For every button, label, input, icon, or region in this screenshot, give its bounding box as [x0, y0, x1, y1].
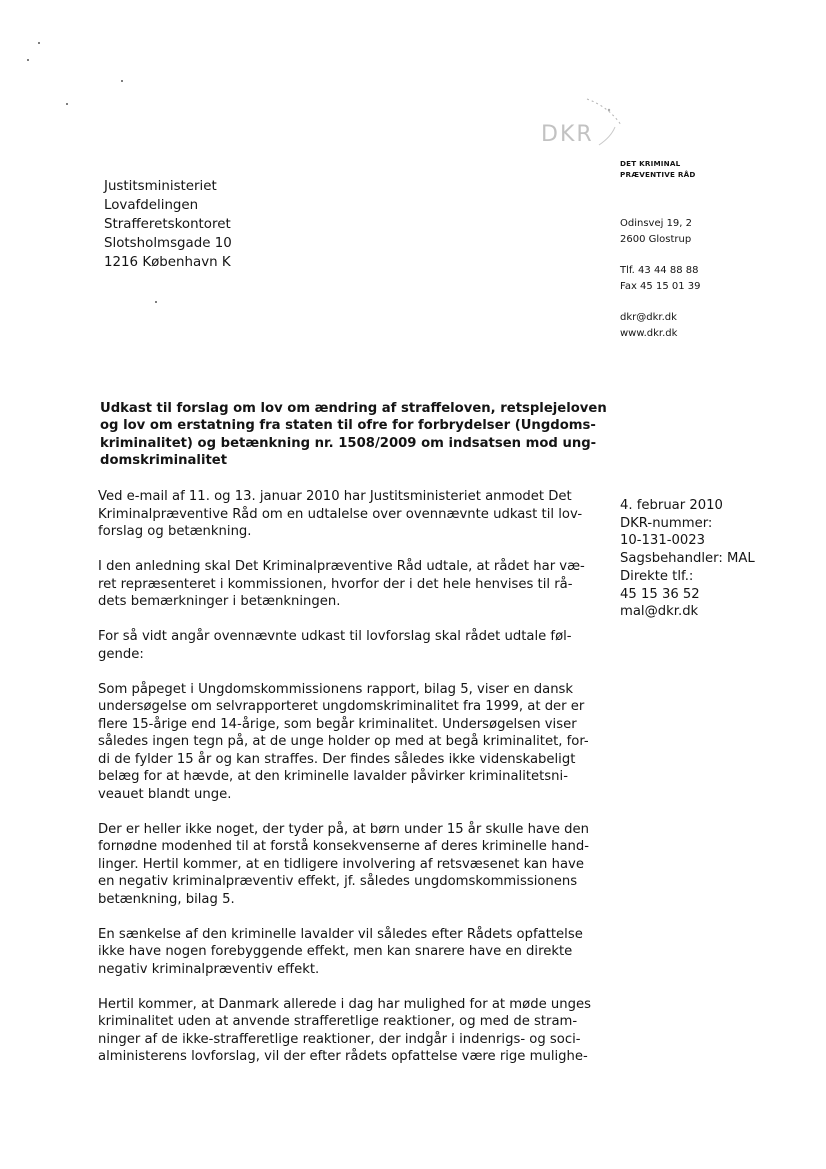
recipient-line: 1216 København K: [104, 255, 231, 270]
body-paragraph: [98, 926, 613, 979]
body-line: Kriminalpræventive Råd om en udtalelse over ovennævnte udkast til lov-: [98, 506, 583, 522]
body-line: Som påpeget i Ungdomskommissionens rapport, bilag 5, viser en dansk: [98, 681, 574, 697]
organization-contact: [620, 310, 677, 342]
organization-name: [620, 158, 696, 180]
body-paragraph: [98, 628, 613, 663]
scan-speck: [27, 59, 29, 61]
scan-speck: [121, 80, 123, 82]
body-line: ninger af de ikke-strafferetlige reaktioner, der indgår i indenrigs- og soci-: [98, 1031, 581, 1047]
address-line: 2600 Glostrup: [620, 234, 692, 245]
body-line: flere 15-årige end 14-årige, som begår kriminalitet. Undersøgelsen viser: [98, 716, 577, 732]
organization-name-line: DET KRIMINAL: [620, 159, 681, 168]
fax-line: Fax 45 15 01 39: [620, 281, 701, 292]
body-line: forslag og betænkning.: [98, 524, 252, 539]
body-paragraph: [98, 681, 613, 804]
subject-line: Udkast til forslag om lov om ændring af straffeloven, retsplejeloven: [100, 401, 607, 416]
body-line: belæg for at hævde, at den kriminelle lavalder påvirker kriminalitetsni-: [98, 769, 568, 784]
body-line: veauet blandt unge.: [98, 786, 232, 802]
scan-speck: [38, 42, 40, 44]
recipient-line: Lovafdelingen: [104, 198, 199, 213]
email-link[interactable]: dkr@dkr.dk: [620, 312, 677, 323]
address-line: Odinsvej 19, 2: [620, 218, 693, 229]
body-line: negativ kriminalpræventiv effekt.: [98, 961, 320, 977]
organization-logo: [529, 95, 624, 165]
body-line: undersøgelse om selvrapporteret ungdomskriminalitet fra 1999, at der er: [98, 699, 585, 714]
body-line: en negativ kriminalpræventiv effekt, jf. således ungdomskommissionens: [98, 874, 578, 889]
organization-name-line: PRÆVENTIVE RÅD: [620, 170, 696, 179]
body-line: kriminalitet uden at anvende strafferetlige reaktioner, og med de stram-: [98, 1014, 578, 1029]
body-paragraph: [98, 821, 613, 909]
letter-date: 4. februar 2010: [620, 498, 723, 513]
scan-speck: [66, 103, 68, 105]
body-line: ikke have nogen forebyggende effekt, men kan snarere have en direkte: [98, 944, 573, 959]
body-line: gende:: [98, 646, 144, 662]
subject-line: kriminalitet) og betænkning nr. 1508/2009 om indsatsen mod ung-: [100, 435, 597, 451]
subject-line: domskriminalitet: [100, 453, 228, 469]
body-line: fornødne modenhed til at forstå konsekvenserne af deres kriminelle hand-: [98, 839, 590, 854]
subject-line: og lov om erstatning fra staten til ofre for forbrydelser (Ungdoms-: [100, 418, 596, 434]
case-number-label: DKR-nummer:: [620, 515, 713, 531]
body-line: linger. Hertil kommer, at en tidligere involvering af retsvæsenet kan have: [98, 856, 584, 872]
letter-meta: [620, 497, 755, 621]
body-line: Der er heller ikke noget, der tyder på, at børn under 15 år skulle have den: [98, 821, 589, 837]
letter-body: [98, 488, 613, 1083]
recipient-line: Slotsholmsgade 10: [104, 236, 232, 251]
body-line: di de fylder 15 år og kan straffes. Der findes således ikke videnskabeligt: [98, 751, 576, 767]
organization-phone: [620, 263, 701, 295]
body-paragraph: [98, 488, 613, 541]
handler-email[interactable]: mal@dkr.dk: [620, 604, 699, 620]
body-line: således ingen tegn på, at de unge holder op med at begå kriminalitet, for-: [98, 734, 589, 749]
recipient-address: [104, 177, 232, 272]
case-handler: Sagsbehandler: MAL: [620, 551, 755, 567]
body-line: Hertil kommer, at Danmark allerede i dag har mulighed for at møde unges: [98, 996, 591, 1012]
case-number: 10-131-0023: [620, 533, 706, 549]
body-line: I den anledning skal Det Kriminalpræventive Råd udtale, at rådet har væ-: [98, 559, 585, 574]
scan-speck: [155, 301, 157, 303]
recipient-line: Strafferetskontoret: [104, 217, 231, 232]
organization-address: [620, 216, 692, 248]
body-line: For så vidt angår ovennævnte udkast til lovforslag skal rådet udtale føl-: [98, 629, 572, 644]
body-paragraph: [98, 558, 613, 611]
body-line: dets bemærkninger i betænkningen.: [98, 594, 341, 609]
body-line: ret repræsenteret i kommissionen, hvorfor der i det hele henvises til rå-: [98, 576, 573, 592]
direct-phone-label: Direkte tlf.:: [620, 568, 694, 584]
direct-phone: 45 15 36 52: [620, 586, 700, 602]
recipient-line: Justitsministeriet: [104, 179, 217, 194]
website-link[interactable]: www.dkr.dk: [620, 328, 678, 339]
body-line: betænkning, bilag 5.: [98, 891, 235, 907]
phone-line: Tlf. 43 44 88 88: [620, 265, 699, 276]
logo-text: DKR: [541, 122, 594, 147]
body-line: alministerens lovforslag, vil der efter rådets opfattelse være rige mulighe-: [98, 1049, 588, 1064]
body-line: En sænkelse af den kriminelle lavalder vil således efter Rådets opfattelse: [98, 926, 583, 942]
body-paragraph: [98, 996, 613, 1066]
body-line: Ved e-mail af 11. og 13. januar 2010 har Justitsministeriet anmodet Det: [98, 489, 572, 504]
letter-subject: [100, 400, 620, 470]
